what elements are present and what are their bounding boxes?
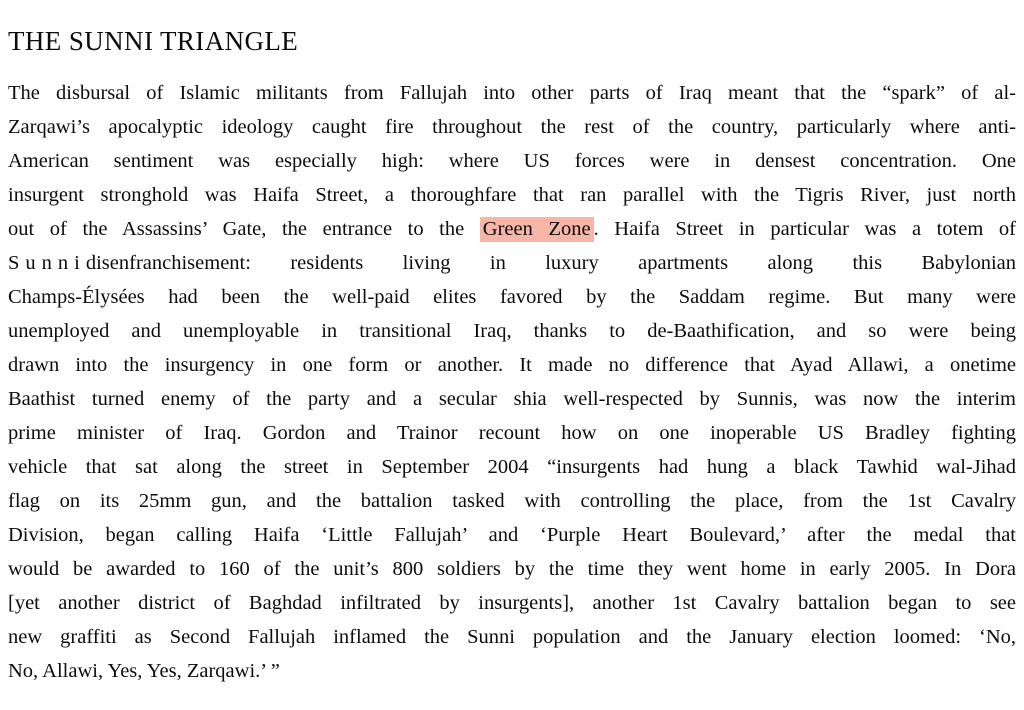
text-line: unemployed and unemployable in transitional Iraq, thanks to de-Baathification, and so were being xyxy=(8,320,1016,342)
section-heading: THE SUNNI TRIANGLE xyxy=(8,26,299,56)
text-line: prime minister of Iraq. Gordon and Trainor recount how on one inoperable US Bradley fighting xyxy=(8,422,1016,444)
text-line: [yet another district of Baghdad infiltrated by insurgents], another 1st Cavalry battalion began to see xyxy=(8,592,1016,614)
text-line: would be awarded to 160 of the unit’s 800 soldiers by the time they went home in early 2005. In Dora xyxy=(8,558,1016,580)
text-line: insurgent stronghold was Haifa Street, a thoroughfare that ran parallel with the Tigris River, just north xyxy=(8,184,1016,206)
text-before-highlight: out of the Assassins’ Gate, the entrance to the xyxy=(8,218,480,240)
letter-spaced-word: Sunni xyxy=(8,252,86,274)
text-line: drawn into the insurgency in one form or another. It made no difference that Ayad Allawi, a onetime xyxy=(8,354,1016,376)
text-rest: disenfranchisement: residents living in luxury apartments along this Babylonian xyxy=(85,252,1016,274)
text-line: No, Allawi, Yes, Yes, Zarqawi.’ ” xyxy=(8,660,280,682)
highlight-green-zone[interactable]: Green Zone xyxy=(480,217,594,242)
text-line: vehicle that sat along the street in September 2004 “insurgents had hung a black Tawhid wal-Jihad xyxy=(8,456,1016,478)
body-paragraph xyxy=(8,76,1016,688)
text-line: new graffiti as Second Fallujah inflamed the Sunni population and the January election loomed: ‘No, xyxy=(8,626,1016,648)
text-line-spaced-word xyxy=(8,246,1016,280)
text-line: Division, began calling Haifa ‘Little Fallujah’ and ‘Purple Heart Boulevard,’ after the medal that xyxy=(8,524,1016,546)
text-line: Baathist turned enemy of the party and a secular shia well-respected by Sunnis, was now the interim xyxy=(8,388,1016,410)
text-line: Champs-Élysées had been the well-paid elites favored by the Saddam regime. But many were xyxy=(8,286,1016,308)
text-line-with-highlight xyxy=(8,212,1016,246)
text-line: The disbursal of Islamic militants from Fallujah into other parts of Iraq meant that the “spark” of al- xyxy=(8,82,1016,104)
text-line: Zarqawi’s apocalyptic ideology caught fire throughout the rest of the country, particularly where anti- xyxy=(8,116,1016,138)
text-line: flag on its 25mm gun, and the battalion tasked with controlling the place, from the 1st Cavalry xyxy=(8,490,1016,512)
text-after-highlight: . Haifa Street in particular was a totem of xyxy=(593,218,1016,240)
text-line: American sentiment was especially high: where US forces were in densest concentration. One xyxy=(8,150,1016,172)
